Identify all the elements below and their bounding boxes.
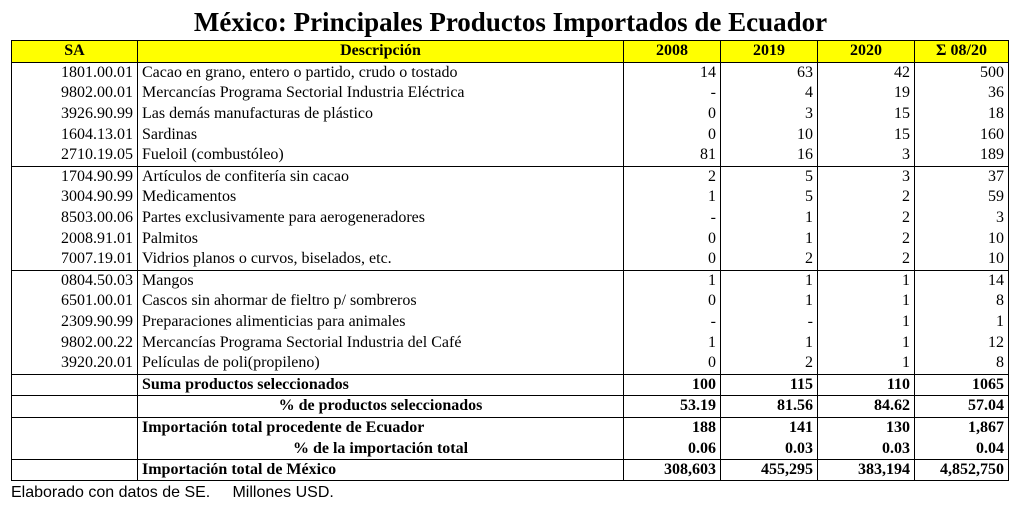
cell-2020: 1: [818, 353, 915, 374]
cell-2020: 2: [818, 228, 915, 249]
header-2020: 2020: [818, 41, 915, 63]
pct-selected-2008: 53.19: [624, 396, 721, 418]
cell-2020: 1: [818, 291, 915, 312]
import-mexico-2008: 308,603: [624, 459, 721, 481]
source-note: Elaborado con datos de SE. Millones USD.: [11, 484, 334, 501]
cell-2020: 2: [818, 187, 915, 208]
table-row: [12, 353, 1009, 374]
cell-sa-empty: [12, 374, 138, 396]
cell-description: Artículos de confitería sin cacao: [138, 166, 624, 187]
cell-sum: 8: [915, 291, 1009, 312]
cell-sa: 3926.90.99: [12, 104, 138, 125]
cell-2019: 1: [721, 208, 818, 229]
cell-2008: 1: [624, 332, 721, 353]
cell-sa-empty: [12, 438, 138, 459]
cell-2008: -: [624, 312, 721, 333]
import-ecuador-sum: 1,867: [915, 417, 1009, 438]
cell-description: Fueloil (combustóleo): [138, 145, 624, 166]
table-title: México: Principales Productos Importados de Ecuador: [193, 7, 828, 37]
table-row: [12, 332, 1009, 353]
cell-description: Cascos sin ahormar de fieltro p/ sombreros: [138, 291, 624, 312]
cell-sum: 18: [915, 104, 1009, 125]
import-mexico-2020: 383,194: [818, 459, 915, 481]
cell-sa-empty: [12, 459, 138, 481]
cell-description: Sardinas: [138, 124, 624, 145]
table-row: [12, 104, 1009, 125]
cell-sum: 160: [915, 124, 1009, 145]
cell-description: Las demás manufacturas de plástico: [138, 104, 624, 125]
cell-sum: 12: [915, 332, 1009, 353]
cell-sa: 1801.00.01: [12, 62, 138, 83]
cell-2020: 15: [818, 104, 915, 125]
cell-2019: 63: [721, 62, 818, 83]
table-row: [12, 124, 1009, 145]
cell-sa: 2008.91.01: [12, 228, 138, 249]
cell-description: Palmitos: [138, 228, 624, 249]
header-description: Descripción: [138, 41, 624, 63]
table-row: [12, 62, 1009, 83]
cell-2019: 4: [721, 83, 818, 104]
cell-sa: 0804.50.03: [12, 270, 138, 291]
cell-2019: 1: [721, 332, 818, 353]
cell-2019: 3: [721, 104, 818, 125]
table-row: [12, 145, 1009, 166]
cell-sum: 8: [915, 353, 1009, 374]
cell-sum: 37: [915, 166, 1009, 187]
cell-description: Mangos: [138, 270, 624, 291]
cell-sa-empty: [12, 417, 138, 438]
import-ecuador-2008: 188: [624, 417, 721, 438]
header-2008: 2008: [624, 41, 721, 63]
cell-2008: 14: [624, 62, 721, 83]
cell-2020: 2: [818, 208, 915, 229]
cell-description: Mercancías Programa Sectorial Industria del Café: [138, 332, 624, 353]
pct-selected-2020: 84.62: [818, 396, 915, 418]
cell-2020: 3: [818, 145, 915, 166]
suma-label: Suma productos seleccionados: [138, 374, 624, 396]
pct-selected-2019: 81.56: [721, 396, 818, 418]
cell-2019: -: [721, 312, 818, 333]
cell-sa: 7007.19.01: [12, 249, 138, 270]
cell-2008: 0: [624, 291, 721, 312]
cell-2008: 0: [624, 228, 721, 249]
summary-row-pct-import: [12, 438, 1009, 459]
cell-description: Vidrios planos o curvos, biselados, etc.: [138, 249, 624, 270]
cell-description: Partes exclusivamente para aerogeneradores: [138, 208, 624, 229]
cell-sum: 10: [915, 228, 1009, 249]
header-row: [12, 41, 1009, 63]
cell-2020: 42: [818, 62, 915, 83]
cell-sa: 9802.00.01: [12, 83, 138, 104]
cell-description: Cacao en grano, entero o partido, crudo o tostado: [138, 62, 624, 83]
cell-sa-empty: [12, 396, 138, 418]
table-row: [12, 270, 1009, 291]
suma-2019: 115: [721, 374, 818, 396]
cell-2020: 1: [818, 270, 915, 291]
cell-sum: 189: [915, 145, 1009, 166]
cell-2008: 1: [624, 187, 721, 208]
cell-2019: 1: [721, 270, 818, 291]
pct-selected-sum: 57.04: [915, 396, 1009, 418]
import-ecuador-label: Importación total procedente de Ecuador: [138, 417, 624, 438]
cell-2008: -: [624, 208, 721, 229]
table-row: [12, 187, 1009, 208]
header-sa: SA: [12, 41, 138, 63]
cell-sum: 1: [915, 312, 1009, 333]
cell-sum: 36: [915, 83, 1009, 104]
pct-selected-label: % de productos seleccionados: [138, 396, 624, 418]
pct-import-label: % de la importación total: [138, 438, 624, 459]
cell-2008: 0: [624, 353, 721, 374]
suma-sum: 1065: [915, 374, 1009, 396]
cell-description: Películas de poli(propileno): [138, 353, 624, 374]
import-mexico-2019: 455,295: [721, 459, 818, 481]
cell-sum: 59: [915, 187, 1009, 208]
suma-2020: 110: [818, 374, 915, 396]
cell-2020: 1: [818, 332, 915, 353]
cell-2020: 19: [818, 83, 915, 104]
cell-2020: 15: [818, 124, 915, 145]
cell-2008: 0: [624, 104, 721, 125]
table-row: [12, 208, 1009, 229]
cell-2008: 0: [624, 124, 721, 145]
pct-import-2020: 0.03: [818, 438, 915, 459]
cell-sa: 2309.90.99: [12, 312, 138, 333]
cell-sum: 14: [915, 270, 1009, 291]
suma-2008: 100: [624, 374, 721, 396]
cell-2008: 0: [624, 249, 721, 270]
imports-table: [11, 40, 1009, 481]
cell-sa: 9802.00.22: [12, 332, 138, 353]
cell-sa: 8503.00.06: [12, 208, 138, 229]
table-row: [12, 166, 1009, 187]
pct-import-2008: 0.06: [624, 438, 721, 459]
cell-2008: 2: [624, 166, 721, 187]
cell-sa: 1704.90.99: [12, 166, 138, 187]
import-mexico-label: Importación total de México: [138, 459, 624, 481]
cell-2019: 16: [721, 145, 818, 166]
cell-2008: 81: [624, 145, 721, 166]
cell-2019: 10: [721, 124, 818, 145]
pct-import-sum: 0.04: [915, 438, 1009, 459]
table-row: [12, 312, 1009, 333]
cell-sa: 2710.19.05: [12, 145, 138, 166]
cell-2019: 5: [721, 166, 818, 187]
table-row: [12, 291, 1009, 312]
summary-row-pct-selected: [12, 396, 1009, 418]
cell-2019: 5: [721, 187, 818, 208]
cell-sa: 3920.20.01: [12, 353, 138, 374]
cell-2019: 1: [721, 228, 818, 249]
cell-sum: 500: [915, 62, 1009, 83]
cell-2008: 1: [624, 270, 721, 291]
table-row: [12, 228, 1009, 249]
cell-sum: 10: [915, 249, 1009, 270]
cell-2019: 2: [721, 249, 818, 270]
cell-2020: 3: [818, 166, 915, 187]
cell-sum: 3: [915, 208, 1009, 229]
import-ecuador-2019: 141: [721, 417, 818, 438]
cell-2008: -: [624, 83, 721, 104]
table-row: [12, 83, 1009, 104]
summary-row-import-mexico: [12, 459, 1009, 481]
import-ecuador-2020: 130: [818, 417, 915, 438]
cell-description: Preparaciones alimenticias para animales: [138, 312, 624, 333]
import-mexico-sum: 4,852,750: [915, 459, 1009, 481]
summary-row-import-ecuador: [12, 417, 1009, 438]
cell-description: Mercancías Programa Sectorial Industria Eléctrica: [138, 83, 624, 104]
header-2019: 2019: [721, 41, 818, 63]
cell-sa: 1604.13.01: [12, 124, 138, 145]
header-sum: Σ 08/20: [915, 41, 1009, 63]
table-row: [12, 249, 1009, 270]
cell-2020: 1: [818, 312, 915, 333]
cell-sa: 6501.00.01: [12, 291, 138, 312]
summary-row-suma: [12, 374, 1009, 396]
cell-2019: 1: [721, 291, 818, 312]
cell-description: Medicamentos: [138, 187, 624, 208]
pct-import-2019: 0.03: [721, 438, 818, 459]
cell-2020: 2: [818, 249, 915, 270]
cell-sa: 3004.90.99: [12, 187, 138, 208]
cell-2019: 2: [721, 353, 818, 374]
